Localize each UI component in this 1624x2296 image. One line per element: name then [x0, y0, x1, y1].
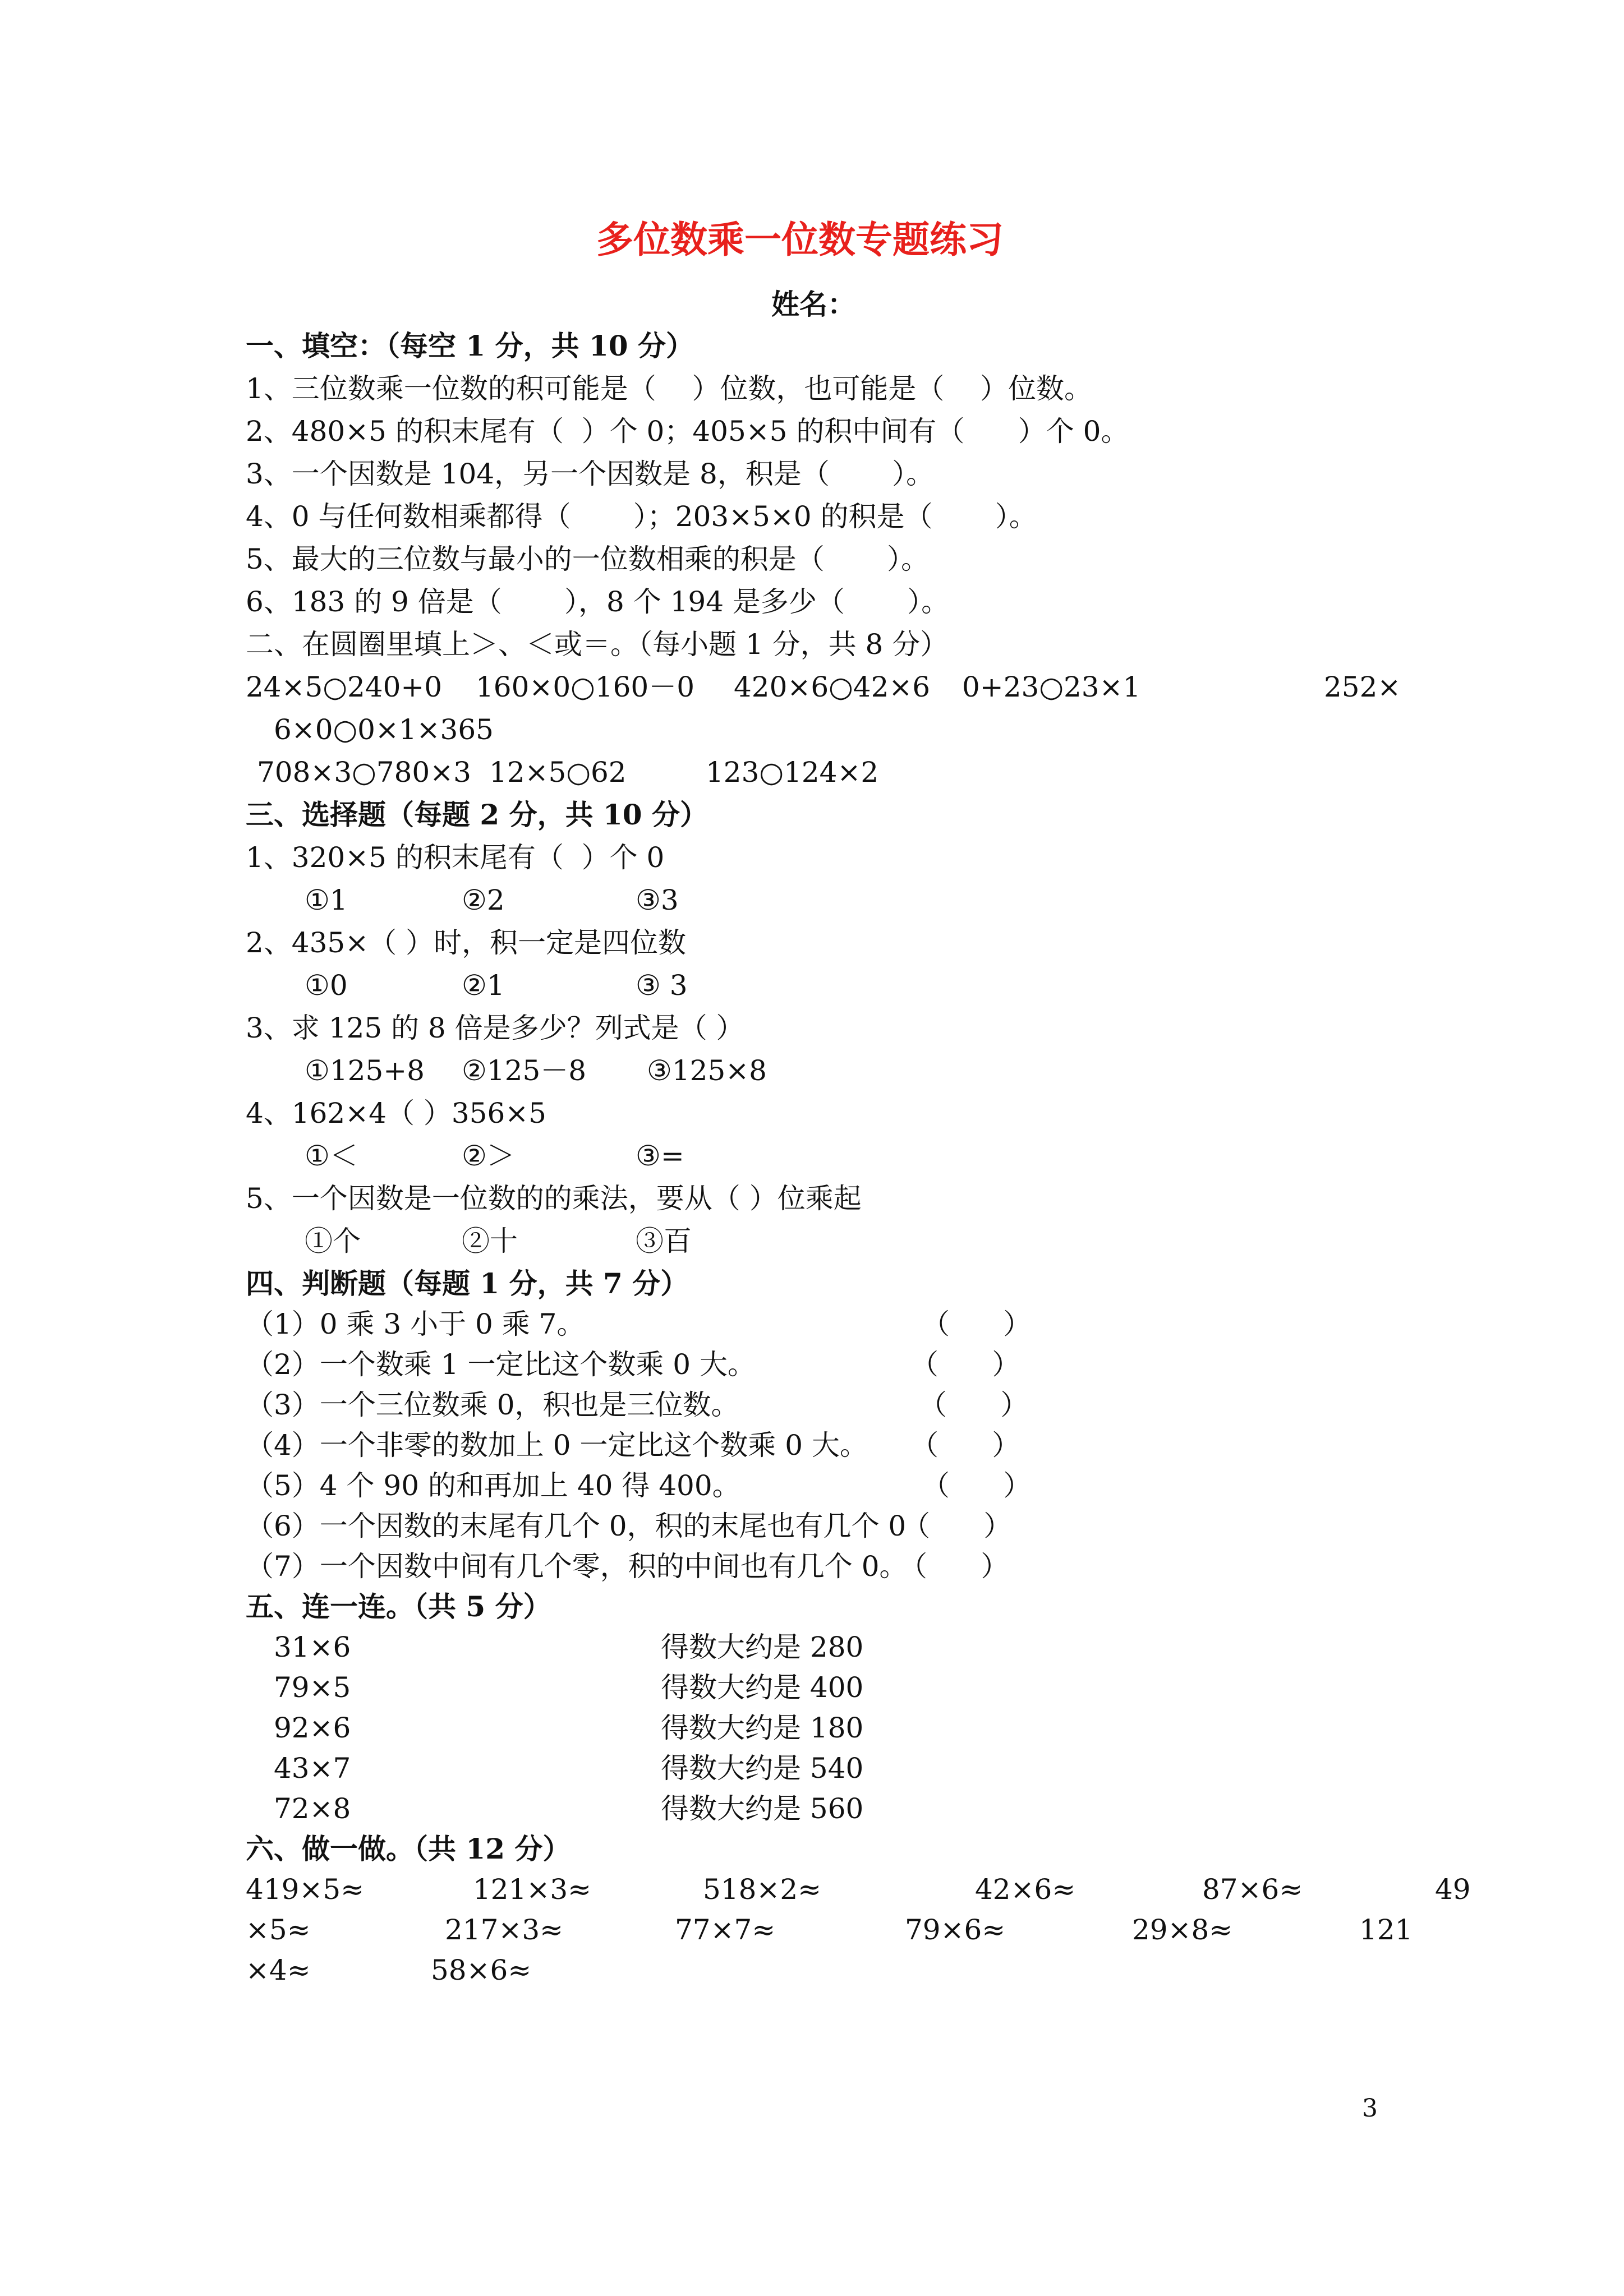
judge-item-4: （4）一个非零的数加上 0 一定比这个数乘 0 大。 [246, 1429, 868, 1461]
match-left-item: 92×6 [274, 1712, 351, 1744]
judge-item-3: （3）一个三位数乘 0，积也是三位数。 [246, 1389, 739, 1421]
compare-item: 708×3○780×3 [257, 756, 471, 789]
fill-question-5: 5、最大的三位数与最小的一位数相乘的积是（ ）。 [246, 543, 930, 575]
fill-question-3: 3、一个因数是 104，另一个因数是 8，积是（ ）。 [246, 458, 935, 490]
estimate-item: 121×3≈ [473, 1873, 592, 1906]
match-right-item: 得数大约是 180 [661, 1712, 864, 1744]
match-left-item: 43×7 [274, 1752, 351, 1785]
estimate-item: 217×3≈ [445, 1914, 564, 1946]
section-4-heading: 四、判断题（每题 1 分，共 7 分） [246, 1267, 689, 1300]
section-5-heading: 五、连一连。（共 5 分） [246, 1590, 551, 1623]
judge-item-7: （7）一个因数中间有几个零，积的中间也有几个 0。 [246, 1550, 908, 1583]
estimate-item: 77×7≈ [675, 1914, 776, 1946]
choice-option: ②＞ [462, 1140, 515, 1172]
judge-item-1: （1）0 乘 3 小于 0 乘 7。 [246, 1308, 585, 1340]
judge-blank-3: （ ） [919, 1389, 1029, 1421]
match-right-item: 得数大约是 560 [661, 1792, 864, 1825]
section-2-heading: 二、在圆圈里填上＞、＜或＝。（每小题 1 分，共 8 分） [246, 628, 949, 661]
estimate-item: 87×6≈ [1202, 1873, 1303, 1906]
fill-question-6: 6、183 的 9 倍是（ ），8 个 194 是多少（ ）。 [246, 585, 950, 618]
choice-option: ③125×8 [647, 1054, 767, 1087]
estimate-item: 79×6≈ [905, 1914, 1006, 1946]
compare-item: 6×0○0×1×365 [274, 713, 494, 746]
match-right-item: 得数大约是 280 [661, 1631, 864, 1663]
choice-option: ③ 3 [636, 969, 688, 1002]
estimate-item: 419×5≈ [246, 1873, 365, 1906]
section-3-heading: 三、选择题（每题 2 分，共 10 分） [246, 798, 708, 831]
choice-option: ①0 [305, 969, 348, 1002]
section-1-heading: 一、填空：（每空 1 分，共 10 分） [246, 329, 694, 362]
judge-blank-1: （ ） [922, 1308, 1032, 1340]
estimate-item: 29×8≈ [1132, 1914, 1233, 1946]
compare-item: 160×0○160－0 [476, 671, 695, 703]
fill-question-1: 1、三位数乘一位数的积可能是（ ）位数，也可能是（ ）位数。 [246, 372, 1092, 405]
choice-option: ③百 [636, 1225, 692, 1257]
estimate-item: 42×6≈ [975, 1873, 1076, 1906]
section-6-heading: 六、做一做。（共 12 分） [246, 1832, 571, 1865]
page-number: 3 [1362, 2094, 1378, 2123]
choice-option: ②125－8 [462, 1054, 587, 1087]
choice-question-3: 3、求 125 的 8 倍是多少？列式是（ ） [246, 1012, 744, 1044]
match-left-item: 79×5 [274, 1671, 351, 1704]
judge-item-5: （5）4 个 90 的和再加上 40 得 400。 [246, 1469, 740, 1502]
choice-question-5: 5、一个因数是一位数的的乘法，要从（ ）位乘起 [246, 1182, 862, 1215]
match-left-item: 72×8 [274, 1792, 351, 1825]
judge-blank-5: （ ） [922, 1469, 1032, 1502]
choice-option: ③3 [636, 884, 679, 916]
compare-item: 420×6○42×6 [734, 671, 931, 703]
judge-blank-2: （ ） [910, 1348, 1020, 1381]
compare-item: 12×5○62 [489, 756, 627, 789]
fill-question-4: 4、0 与任何数相乘都得（ ）；203×5×0 的积是（ ）。 [246, 500, 1037, 533]
compare-item: 123○124×2 [706, 756, 879, 789]
choice-option: ②十 [462, 1225, 518, 1257]
page-title: 多位数乘一位数专题练习 [596, 218, 1004, 261]
match-left-item: 31×6 [274, 1631, 351, 1663]
choice-option: ①个 [305, 1225, 361, 1257]
choice-option: ③= [636, 1140, 684, 1172]
match-right-item: 得数大约是 540 [661, 1752, 864, 1785]
judge-blank-7: （ ） [899, 1550, 1009, 1583]
judge-item-6: （6）一个因数的末尾有几个 0，积的末尾也有几个 0 [246, 1510, 907, 1542]
judge-blank-6: （ ） [902, 1510, 1012, 1542]
student-name-label: 姓名： [771, 288, 855, 321]
judge-blank-4: （ ） [910, 1429, 1020, 1461]
estimate-item: ×4≈ [246, 1954, 311, 1986]
match-right-item: 得数大约是 400 [661, 1671, 864, 1704]
compare-item: 252× [1324, 671, 1401, 703]
estimate-item: 49 [1435, 1873, 1471, 1906]
judge-item-2: （2）一个数乘 1 一定比这个数乘 0 大。 [246, 1348, 756, 1381]
choice-option: ①1 [305, 884, 348, 916]
choice-question-1: 1、320×5 的积末尾有（ ）个 0 [246, 841, 665, 874]
choice-question-2: 2、435×（ ）时，积一定是四位数 [246, 926, 687, 959]
choice-option: ②2 [462, 884, 505, 916]
fill-question-2: 2、480×5 的积末尾有（ ）个 0；405×5 的积中间有（ ）个 0。 [246, 415, 1129, 448]
compare-item: 0+23○23×1 [962, 671, 1141, 703]
compare-item: 24×5○240+0 [246, 671, 443, 703]
estimate-item: 518×2≈ [703, 1873, 822, 1906]
estimate-item: 58×6≈ [431, 1954, 532, 1986]
choice-option: ①＜ [305, 1140, 358, 1172]
choice-option: ②1 [462, 969, 505, 1002]
estimate-item: 121 [1359, 1914, 1413, 1946]
choice-option: ①125+8 [305, 1054, 425, 1087]
estimate-item: ×5≈ [246, 1914, 311, 1946]
choice-question-4: 4、162×4（ ）356×5 [246, 1097, 546, 1129]
